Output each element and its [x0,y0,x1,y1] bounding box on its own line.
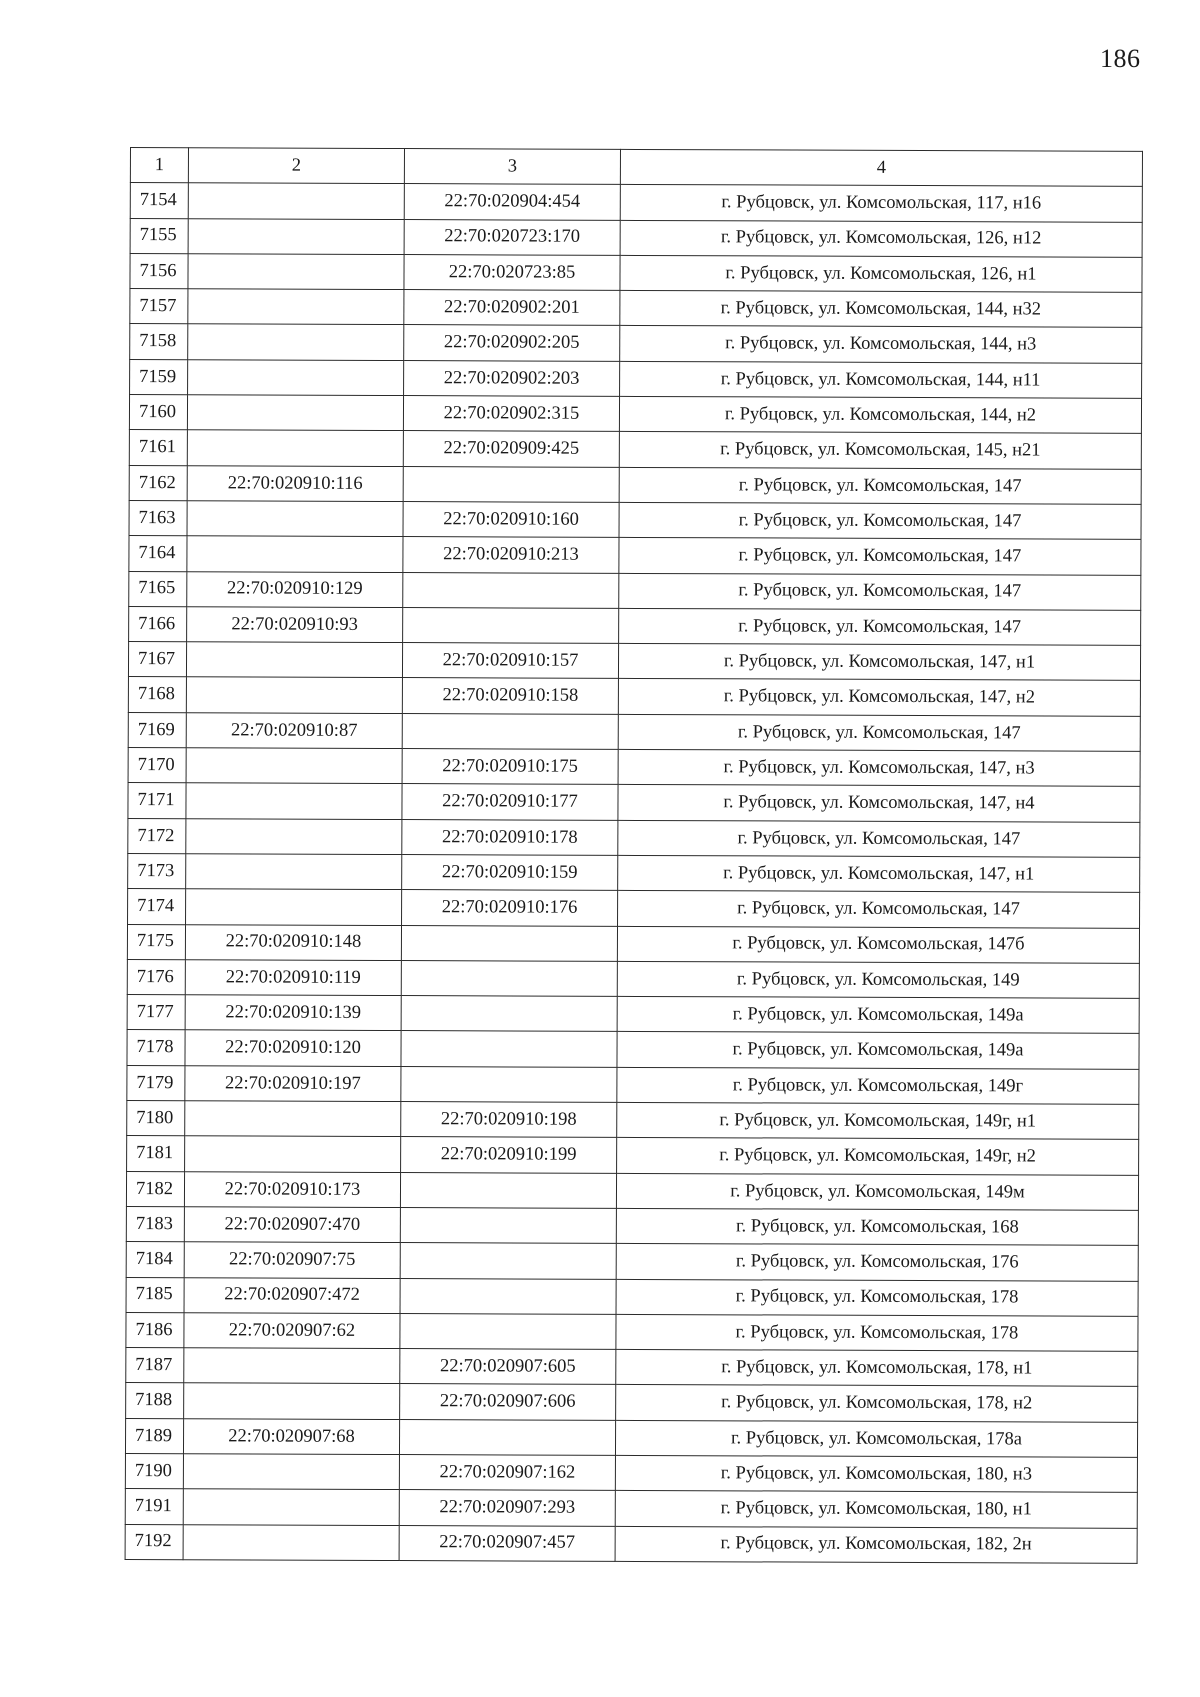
cadastral-number-col3-cell: 22:70:020907:605 [400,1349,616,1385]
cadastral-number-col2-cell [186,783,402,819]
table-row [126,1171,1138,1210]
cadastral-number-col2-cell [184,1348,400,1384]
address-cell: г. Рубцовск, ул. Комсомольская, 149а [617,1032,1139,1069]
cadastral-number-col3-cell: 22:70:020723:85 [404,254,620,290]
cadastral-number-col2-cell [186,642,402,678]
table-row [128,853,1140,892]
table-row [126,1206,1138,1245]
address-cell: г. Рубцовск, ул. Комсомольская, 147 [618,820,1140,857]
row-number-cell: 7182 [126,1171,184,1207]
cadastral-number-col3-cell [403,572,619,608]
cadastral-number-col3-cell: 22:70:020910:199 [401,1137,617,1173]
table-row [130,289,1142,328]
table-row [127,1065,1139,1104]
row-number-cell: 7187 [126,1348,184,1384]
table-row [125,1524,1137,1563]
cadastral-number-col2-cell: 22:70:020907:472 [184,1277,400,1313]
cadastral-number-col2-cell [184,1383,400,1419]
row-number-cell: 7171 [128,783,186,819]
cadastral-number-col3-cell [400,1172,616,1208]
table-row [125,1453,1137,1492]
table-row [127,995,1139,1034]
cadastral-number-col2-cell: 22:70:020910:197 [185,1065,401,1101]
address-cell: г. Рубцовск, ул. Комсомольская, 149г [617,1067,1139,1104]
address-cell: г. Рубцовск, ул. Комсомольская, 144, н3 [620,326,1142,363]
address-cell: г. Рубцовск, ул. Комсомольская, 182, 2н [615,1526,1137,1563]
address-cell: г. Рубцовск, ул. Комсомольская, 147, н4 [618,785,1140,822]
cadastral-number-col2-cell [185,1136,401,1172]
table-row [129,536,1141,575]
table-row [129,395,1141,434]
table-row [126,1312,1138,1351]
table-row [125,1418,1137,1457]
cadastral-number-col3-cell: 22:70:020723:170 [404,219,620,255]
cadastral-number-col2-cell: 22:70:020910:120 [185,1030,401,1066]
table-row [128,889,1140,928]
row-number-cell: 7156 [130,253,188,289]
address-cell: г. Рубцовск, ул. Комсомольская, 149г, н1 [617,1102,1139,1139]
cadastral-number-col2-cell: 22:70:020910:148 [185,924,401,960]
cadastral-number-col3-cell: 22:70:020910:178 [402,819,618,855]
table-row [129,430,1141,469]
cadastral-number-col2-cell [187,536,403,572]
row-number-cell: 7180 [127,1101,185,1137]
address-cell: г. Рубцовск, ул. Комсомольская, 178 [616,1314,1138,1351]
address-cell: г. Рубцовск, ул. Комсомольская, 147, н1 [618,644,1140,681]
address-cell: г. Рубцовск, ул. Комсомольская, 145, н21 [619,432,1141,469]
column-header-3: 3 [404,149,620,185]
row-number-cell: 7188 [126,1383,184,1419]
cadastral-number-col2-cell [187,395,403,431]
cadastral-number-col2-cell [186,748,402,784]
cadastral-number-col2-cell [186,677,402,713]
column-header-1: 1 [130,148,188,184]
address-cell: г. Рубцовск, ул. Комсомольская, 168 [616,1208,1138,1245]
cadastral-number-col2-cell [187,430,403,466]
cadastral-number-col3-cell: 22:70:020910:158 [402,678,618,714]
address-cell: г. Рубцовск, ул. Комсомольская, 144, н11 [620,361,1142,398]
row-number-cell: 7183 [126,1206,184,1242]
row-number-cell: 7159 [130,359,188,395]
cadastral-number-col3-cell: 22:70:020904:454 [404,184,620,220]
table-row [130,218,1142,257]
row-number-cell: 7184 [126,1242,184,1278]
cadastral-number-col3-cell [401,1066,617,1102]
row-number-cell: 7157 [130,289,188,325]
address-cell: г. Рубцовск, ул. Комсомольская, 147 [619,538,1141,575]
cadastral-number-col2-cell [188,254,404,290]
address-cell: г. Рубцовск, ул. Комсомольская, 144, н2 [619,396,1141,433]
table-row [129,500,1141,539]
cadastral-number-col2-cell [188,289,404,325]
address-cell: г. Рубцовск, ул. Комсомольская, 117, н16 [620,185,1142,222]
address-cell: г. Рубцовск, ул. Комсомольская, 147 [619,502,1141,539]
table-row [130,324,1142,363]
address-cell: г. Рубцовск, ул. Комсомольская, 126, н12 [620,220,1142,257]
cadastral-number-col2-cell: 22:70:020910:129 [187,571,403,607]
address-cell: г. Рубцовск, ул. Комсомольская, 176 [616,1244,1138,1281]
cadastral-number-col3-cell: 22:70:020910:213 [403,537,619,573]
cadastral-number-col2-cell: 22:70:020910:87 [186,712,402,748]
cadastral-number-col3-cell [399,1419,615,1455]
cadastral-number-col3-cell: 22:70:020907:457 [399,1525,615,1561]
row-number-cell: 7163 [129,500,187,536]
table-row [128,677,1140,716]
cadastral-number-col2-cell [183,1454,399,1490]
address-cell: г. Рубцовск, ул. Комсомольская, 147 [619,608,1141,645]
address-cell: г. Рубцовск, ул. Комсомольская, 147 [619,467,1141,504]
row-number-cell: 7166 [129,606,187,642]
table-row [126,1383,1138,1422]
row-number-cell: 7185 [126,1277,184,1313]
row-number-cell: 7177 [127,995,185,1031]
row-number-cell: 7164 [129,536,187,572]
table-row [129,571,1141,610]
table-row [127,924,1139,963]
column-header-4: 4 [620,149,1142,186]
address-cell: г. Рубцовск, ул. Комсомольская, 147, н2 [618,679,1140,716]
cadastral-number-col2-cell: 22:70:020910:116 [187,465,403,501]
row-number-cell: 7165 [129,571,187,607]
row-number-cell: 7160 [129,395,187,431]
table-row [129,606,1141,645]
cadastral-number-col3-cell: 22:70:020910:160 [403,502,619,538]
row-number-cell: 7190 [125,1453,183,1489]
table-row [130,183,1142,222]
row-number-cell: 7169 [128,712,186,748]
row-number-cell: 7158 [130,324,188,360]
address-cell: г. Рубцовск, ул. Комсомольская, 144, н32 [620,291,1142,328]
table-header-row [130,148,1142,187]
row-number-cell: 7175 [127,924,185,960]
registry-table [125,147,1143,1564]
row-number-cell: 7161 [129,430,187,466]
address-cell: г. Рубцовск, ул. Комсомольская, 147, н1 [618,855,1140,892]
cadastral-number-col3-cell: 22:70:020907:293 [399,1490,615,1526]
row-number-cell: 7155 [130,218,188,254]
table-row [126,1242,1138,1281]
cadastral-number-col3-cell: 22:70:020910:198 [401,1102,617,1138]
page-number: 186 [1100,44,1141,73]
row-number-cell: 7178 [127,1030,185,1066]
cadastral-number-col3-cell: 22:70:020910:177 [402,784,618,820]
address-cell: г. Рубцовск, ул. Комсомольская, 147б [617,926,1139,963]
row-number-cell: 7176 [127,959,185,995]
row-number-cell: 7192 [125,1524,183,1560]
address-cell: г. Рубцовск, ул. Комсомольская, 178, н2 [616,1385,1138,1422]
row-number-cell: 7174 [128,889,186,925]
cadastral-number-col3-cell: 22:70:020902:205 [404,325,620,361]
address-cell: г. Рубцовск, ул. Комсомольская, 178а [615,1420,1137,1457]
address-cell: г. Рубцовск, ул. Комсомольская, 147, н3 [618,749,1140,786]
row-number-cell: 7167 [128,642,186,678]
table-row [128,642,1140,681]
address-cell: г. Рубцовск, ул. Комсомольская, 178, н1 [616,1349,1138,1386]
table-row [128,783,1140,822]
cadastral-number-col2-cell: 22:70:020910:173 [184,1171,400,1207]
address-cell: г. Рубцовск, ул. Комсомольская, 180, н1 [615,1491,1137,1528]
cadastral-number-col3-cell: 22:70:020907:162 [399,1455,615,1491]
cadastral-number-col3-cell [400,1207,616,1243]
address-cell: г. Рубцовск, ул. Комсомольская, 149м [616,1173,1138,1210]
cadastral-number-col3-cell: 22:70:020910:157 [402,643,618,679]
cadastral-number-col3-cell [403,466,619,502]
cadastral-number-col3-cell: 22:70:020902:315 [403,396,619,432]
table-row [130,253,1142,292]
cadastral-number-col3-cell: 22:70:020902:203 [404,360,620,396]
cadastral-number-col2-cell [186,854,402,890]
table-row [128,748,1140,787]
cadastral-number-col2-cell [188,360,404,396]
row-number-cell: 7179 [127,1065,185,1101]
cadastral-number-col3-cell [400,1313,616,1349]
cadastral-number-col2-cell [188,183,404,219]
row-number-cell: 7170 [128,748,186,784]
address-cell: г. Рубцовск, ул. Комсомольская, 126, н1 [620,255,1142,292]
table-row [127,959,1139,998]
cadastral-number-col3-cell [401,996,617,1032]
cadastral-number-col2-cell: 22:70:020910:119 [185,960,401,996]
cadastral-number-col3-cell: 22:70:020910:159 [402,854,618,890]
cadastral-number-col2-cell [183,1524,399,1560]
cadastral-number-col3-cell [401,960,617,996]
cadastral-number-col3-cell [401,925,617,961]
cadastral-number-col3-cell [400,1278,616,1314]
address-cell: г. Рубцовск, ул. Комсомольская, 147 [619,573,1141,610]
table-row [126,1348,1138,1387]
cadastral-number-col2-cell [185,1101,401,1137]
cadastral-number-col2-cell: 22:70:020910:139 [185,995,401,1031]
cadastral-number-col3-cell: 22:70:020910:175 [402,749,618,785]
cadastral-number-col3-cell [401,1031,617,1067]
row-number-cell: 7172 [128,818,186,854]
address-cell: г. Рубцовск, ул. Комсомольская, 149 [617,961,1139,998]
row-number-cell: 7189 [125,1418,183,1454]
cadastral-number-col2-cell [187,501,403,537]
cadastral-number-col3-cell: 22:70:020910:176 [402,890,618,926]
cadastral-number-col2-cell [188,218,404,254]
table-row [127,1101,1139,1140]
table-row [127,1030,1139,1069]
cadastral-number-col3-cell [400,1243,616,1279]
cadastral-number-col3-cell: 22:70:020909:425 [403,431,619,467]
row-number-cell: 7181 [127,1136,185,1172]
cadastral-number-col2-cell [188,324,404,360]
row-number-cell: 7191 [125,1489,183,1525]
cadastral-number-col2-cell: 22:70:020907:68 [183,1418,399,1454]
row-number-cell: 7173 [128,853,186,889]
cadastral-number-col3-cell [402,713,618,749]
table-row [126,1277,1138,1316]
address-cell: г. Рубцовск, ул. Комсомольская, 178 [616,1279,1138,1316]
table-body [125,148,1142,1564]
table-row [129,465,1141,504]
table-row [128,818,1140,857]
address-cell: г. Рубцовск, ул. Комсомольская, 149а [617,997,1139,1034]
cadastral-number-col2-cell: 22:70:020907:75 [184,1242,400,1278]
cadastral-number-col3-cell: 22:70:020907:606 [400,1384,616,1420]
row-number-cell: 7154 [130,183,188,219]
address-cell: г. Рубцовск, ул. Комсомольская, 180, н3 [615,1455,1137,1492]
table-row [127,1136,1139,1175]
table-row [128,712,1140,751]
cadastral-number-col3-cell: 22:70:020902:201 [404,290,620,326]
address-cell: г. Рубцовск, ул. Комсомольская, 147 [618,714,1140,751]
cadastral-number-col2-cell [186,889,402,925]
cadastral-number-col2-cell [186,818,402,854]
row-number-cell: 7168 [128,677,186,713]
row-number-cell: 7162 [129,465,187,501]
table-row [130,359,1142,398]
table-row [125,1489,1137,1528]
address-cell: г. Рубцовск, ул. Комсомольская, 149г, н2 [617,1138,1139,1175]
cadastral-number-col2-cell [183,1489,399,1525]
cadastral-number-col3-cell [403,607,619,643]
cadastral-number-col2-cell: 22:70:020907:62 [184,1313,400,1349]
cadastral-number-col2-cell: 22:70:020907:470 [184,1207,400,1243]
row-number-cell: 7186 [126,1312,184,1348]
cadastral-number-col2-cell: 22:70:020910:93 [187,607,403,643]
address-cell: г. Рубцовск, ул. Комсомольская, 147 [618,891,1140,928]
column-header-2: 2 [188,148,404,184]
